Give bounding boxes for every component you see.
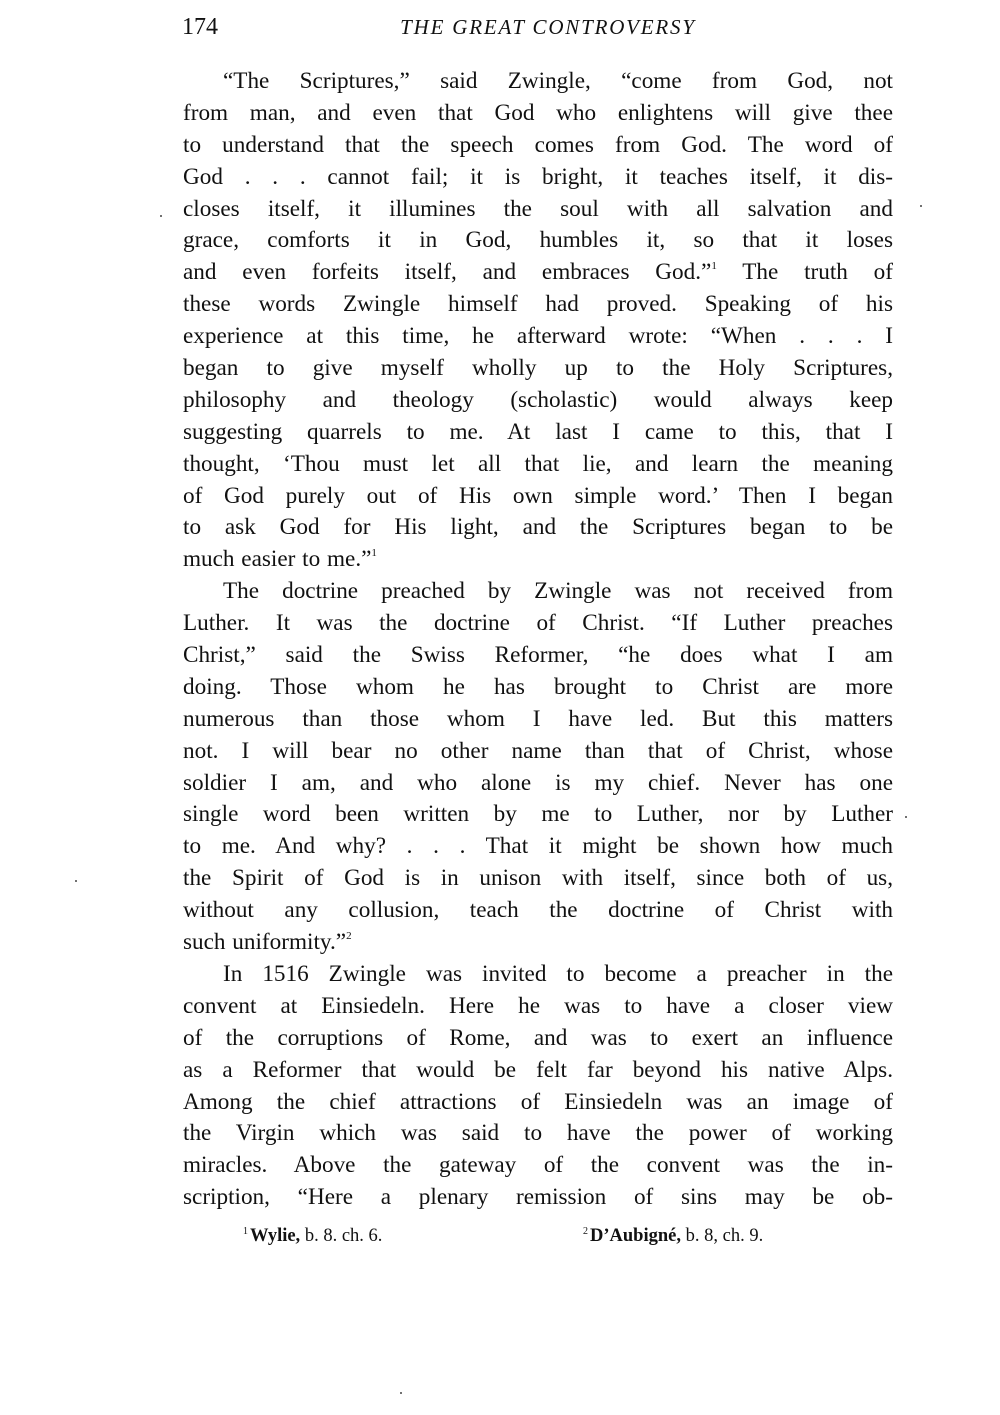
text-line — [183, 1023, 893, 1055]
footnote-author: Wylie, — [250, 1226, 301, 1246]
running-title: THE GREAT CONTROVERSY — [400, 15, 696, 39]
text-line — [183, 130, 893, 162]
text-line-content: of the corruptions of Rome, and was to exert an influence — [183, 1024, 893, 1051]
text-line-content: In 1516 Zwingle was invited to become a preacher in the — [223, 960, 893, 987]
scan-speck — [920, 205, 922, 207]
text-line-content: to understand that the speech comes from God. The word of — [183, 131, 893, 158]
text-line-content: doing. Those whom he has brought to Christ are more — [183, 673, 893, 700]
text-line — [183, 66, 893, 98]
text-line-content: single word been written by me to Luther, nor by Luther — [183, 801, 893, 828]
text-line — [183, 799, 893, 831]
text-line-content: experience at this time, he afterward wrote: “When . . . I — [183, 323, 893, 350]
text-line — [183, 162, 893, 194]
text-line — [183, 927, 893, 959]
text-line-content: from man, and even that God who enlightens will give thee — [183, 99, 893, 126]
footnote-mark: 1 — [243, 1226, 248, 1237]
footnote-reference: 2 — [346, 930, 352, 943]
text-line-content: and even forfeits itself, and embraces God.” — [183, 259, 712, 286]
text-line — [183, 768, 893, 800]
text-line-content: numerous than those whom I have led. But this matters — [183, 705, 893, 732]
text-line-content: closes itself, it illumines the soul with all salvation and — [183, 195, 893, 222]
text-line — [183, 544, 893, 576]
text-line — [183, 417, 893, 449]
text-line — [183, 1087, 893, 1119]
text-line-content: Among the chief attractions of Einsiedeln was an image of — [183, 1088, 893, 1115]
footnote-reference-text: b. 8. ch. 6. — [300, 1226, 383, 1246]
text-line — [183, 576, 893, 608]
text-line-content: convent at Einsiedeln. Here he was to have a closer view — [183, 992, 893, 1019]
text-line-content: without any collusion, teach the doctrine of Christ with — [183, 897, 893, 924]
text-line — [183, 512, 893, 544]
text-line — [183, 831, 893, 863]
text-line-content: The doctrine preached by Zwingle was not received from — [223, 578, 893, 605]
scan-speck — [160, 215, 162, 217]
text-line-content: thought, ‘Thou must let all that lie, and learn the meaning — [183, 450, 893, 477]
footnote-mark: 2 — [583, 1226, 588, 1237]
text-line-content: “The Scriptures,” said Zwingle, “come from God, not — [223, 68, 893, 94]
scan-speck — [75, 880, 77, 882]
text-line-content: the Virgin which was said to have the power of working — [183, 1120, 893, 1147]
text-line — [183, 672, 893, 704]
page-header — [183, 12, 893, 46]
footnote-reference-text: b. 8, ch. 9. — [680, 1226, 764, 1246]
text-line — [183, 321, 893, 353]
text-line-content: philosophy and theology (scholastic) would always keep — [183, 386, 893, 413]
page-number: 174 — [182, 14, 218, 40]
text-line-content: such uniformity.” — [183, 929, 347, 956]
text-line — [183, 640, 893, 672]
text-line — [183, 1150, 893, 1182]
text-line-content: as a Reformer that would be felt far beyond his native Alps. — [183, 1056, 893, 1083]
text-line — [183, 991, 893, 1023]
text-line-content: not. I will bear no other name than that of Christ, whose — [183, 737, 893, 764]
text-line-content: the Spirit of God is in unison with itself, since both of us, — [183, 865, 893, 892]
text-line — [183, 1055, 893, 1087]
text-line-content: miracles. Above the gateway of the convent was the in- — [183, 1152, 893, 1179]
text-line — [183, 736, 893, 768]
text-line-content: scription, “Here a plenary remission of sins may be ob- — [183, 1184, 893, 1211]
text-line — [183, 449, 893, 481]
text-line — [183, 385, 893, 417]
footnote-reference: 1 — [711, 260, 717, 273]
text-line — [183, 194, 893, 226]
text-line-content: suggesting quarrels to me. At last I came to this, that I — [183, 418, 893, 445]
text-line — [183, 257, 893, 289]
footnote — [243, 1226, 382, 1247]
scan-speck — [905, 816, 907, 818]
scan-speck — [400, 1392, 402, 1394]
text-line-content: grace, comforts it in God, humbles it, so that it loses — [183, 227, 893, 254]
text-line-content: these words Zwingle himself had proved. Speaking of his — [183, 291, 893, 318]
text-line — [183, 704, 893, 736]
text-line-content: Christ,” said the Swiss Reformer, “he does what I am — [183, 642, 893, 669]
text-line — [183, 353, 893, 385]
text-line-content: to me. And why? . . . That it might be shown how much — [183, 833, 893, 860]
text-line — [183, 225, 893, 257]
text-line-content: Luther. It was the doctrine of Christ. “If Luther preaches — [183, 610, 893, 637]
text-line-continuation: The truth of — [716, 259, 893, 286]
text-line-content: to ask God for His light, and the Scriptures began to be — [183, 514, 893, 541]
text-line-content: began to give myself wholly up to the Holy Scriptures, — [183, 355, 893, 382]
text-line — [183, 481, 893, 513]
text-line — [183, 959, 893, 991]
footnote — [583, 1226, 763, 1247]
text-line — [183, 1182, 893, 1214]
footnote-reference: 1 — [371, 547, 377, 560]
text-line — [183, 863, 893, 895]
text-line — [183, 289, 893, 321]
text-line — [183, 608, 893, 640]
text-line — [183, 895, 893, 927]
text-line-content: soldier I am, and who alone is my chief. Never has one — [183, 769, 893, 796]
text-line-content: much easier to me.” — [183, 546, 372, 573]
text-line-content: God . . . cannot fail; it is bright, it teaches itself, it dis- — [183, 163, 893, 190]
text-line — [183, 1118, 893, 1150]
text-line-content: of God purely out of His own simple word.’ Then I began — [183, 482, 893, 509]
body-text — [183, 66, 893, 1214]
text-line — [183, 98, 893, 130]
footnote-author: D’Aubigné, — [590, 1226, 681, 1246]
